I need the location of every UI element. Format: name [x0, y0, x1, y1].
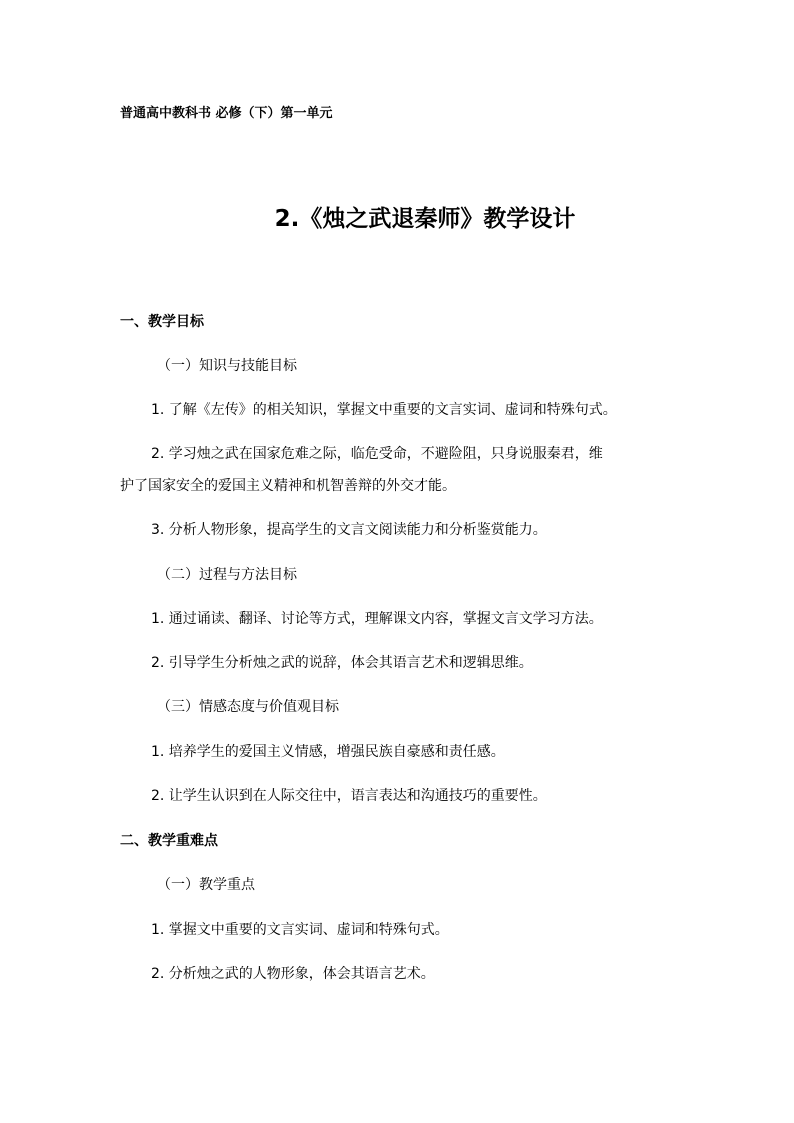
list-item: 2. 分析烛之武的人物形象，体会其语言艺术。: [151, 966, 435, 982]
list-item: 2. 学习烛之武在国家危难之际，临危受命，不避险阻，只身说服秦君，维: [151, 446, 603, 462]
list-item: 3. 分析人物形象，提高学生的文言文阅读能力和分析鉴赏能力。: [151, 522, 547, 538]
list-item-continuation: 护了国家安全的爱国主义精神和机智善辩的外交才能。: [120, 478, 456, 494]
list-item: 1. 通过诵读、翻译、讨论等方式，理解课文内容，掌握文言文学习方法。: [151, 611, 603, 627]
list-item: 2. 让学生认识到在人际交往中，语言表达和沟通技巧的重要性。: [151, 788, 547, 804]
list-item: 1. 掌握文中重要的文言实词、虚词和特殊句式。: [151, 922, 449, 938]
subsection-heading: （一）教学重点: [157, 877, 255, 893]
subsection-heading: （二）过程与方法目标: [157, 567, 297, 583]
list-item: 2. 引导学生分析烛之武的说辞，体会其语言艺术和逻辑思维。: [151, 655, 533, 671]
section-heading: 二、教学重难点: [120, 833, 218, 849]
subsection-heading: （三）情感态度与价值观目标: [157, 699, 339, 715]
section-heading: 一、教学目标: [120, 314, 204, 330]
list-item: 1. 了解《左传》的相关知识，掌握文中重要的文言实词、虚词和特殊句式。: [151, 402, 617, 418]
document-title: 2.《烛之武退秦师》教学设计: [274, 206, 576, 232]
textbook-header: 普通高中教科书 必修（下）第一单元: [120, 106, 333, 121]
list-item: 1. 培养学生的爱国主义情感，增强民族自豪感和责任感。: [151, 744, 505, 760]
subsection-heading: （一）知识与技能目标: [157, 358, 297, 374]
